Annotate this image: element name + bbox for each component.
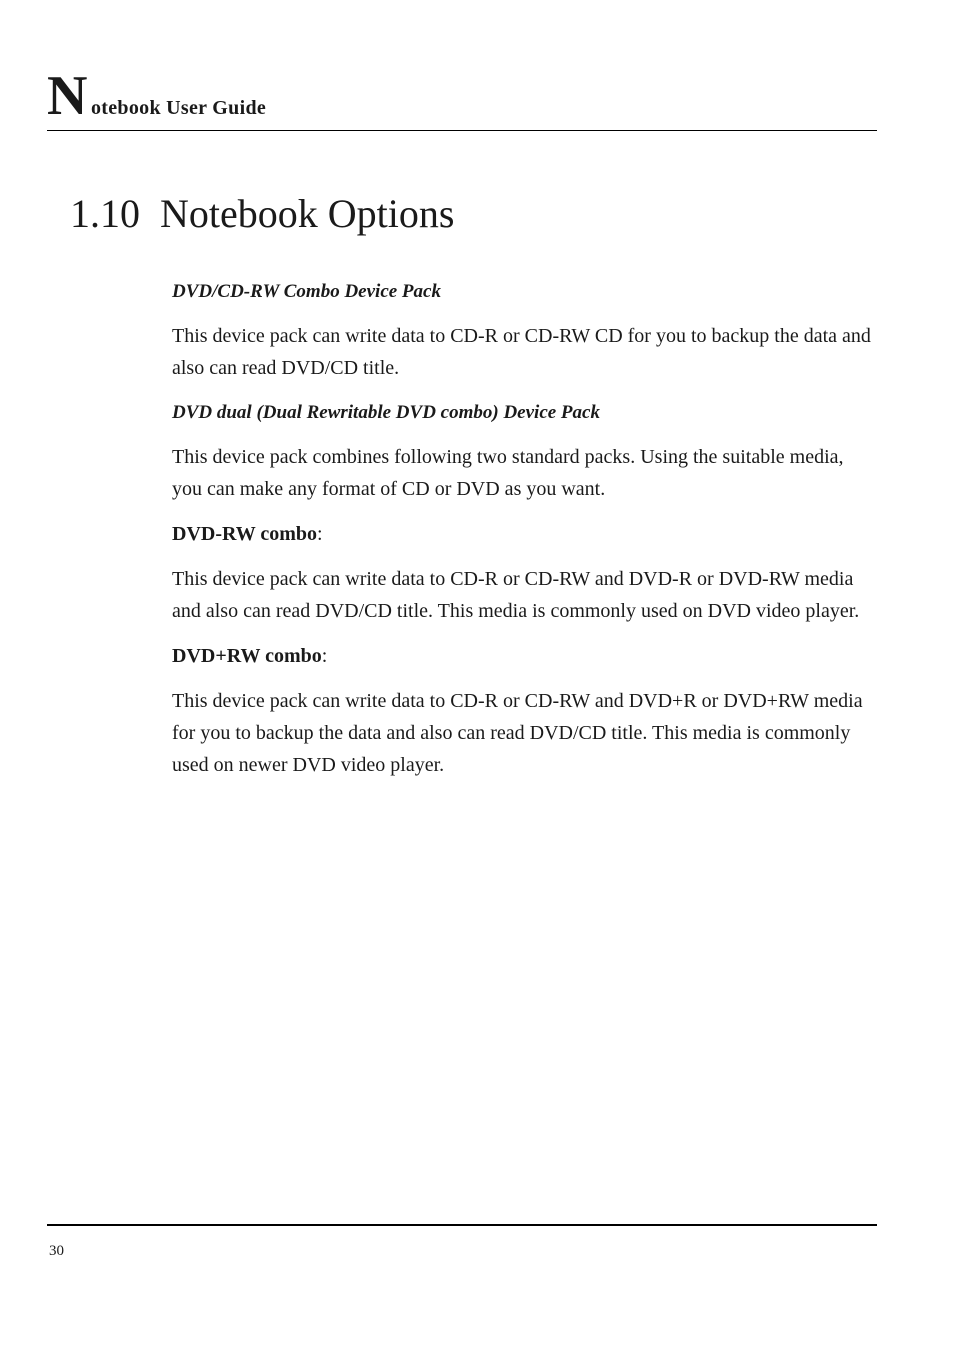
combo-pack-description: This device pack can write data to CD-R or CD-RW CD for you to backup the data and also can read DVD/CD title.	[172, 325, 871, 379]
section-title: 1.10 Notebook Options	[70, 191, 455, 236]
dvd-minus-rw-description: This device pack can write data to CD-R or CD-RW and DVD-R or DVD-RW media and also can read DVD/CD title. This media is commonly used on DVD video player.	[172, 568, 860, 622]
dual-pack-description: This device pack combines following two standard packs. Using the suitable media, you can make any format of CD or DVD as you want.	[172, 446, 844, 500]
section-content	[172, 276, 878, 794]
dual-pack-heading: DVD dual (Dual Rewritable DVD combo) Device Pack	[172, 402, 600, 423]
dvd-minus-rw-colon: :	[317, 523, 323, 545]
dvd-plus-rw-term: DVD+RW combo	[172, 645, 322, 667]
header-drop-cap: N	[47, 65, 88, 127]
page-number: 30	[49, 1243, 64, 1259]
combo-pack-heading: DVD/CD-RW Combo Device Pack	[172, 281, 441, 302]
running-header	[47, 65, 877, 131]
dvd-plus-rw-label	[172, 640, 878, 672]
dvd-minus-rw-term: DVD-RW combo	[172, 523, 318, 545]
dvd-minus-rw-label	[172, 518, 878, 550]
footer-rule	[47, 1224, 877, 1226]
dvd-plus-rw-description: This device pack can write data to CD-R or CD-RW and DVD+R or DVD+RW media for you to backup the data and also can read DVD/CD title. This media is commonly used on newer DVD video player.	[172, 690, 863, 776]
dvd-plus-rw-colon: :	[321, 645, 328, 667]
header-title: otebook User Guide	[91, 97, 267, 119]
